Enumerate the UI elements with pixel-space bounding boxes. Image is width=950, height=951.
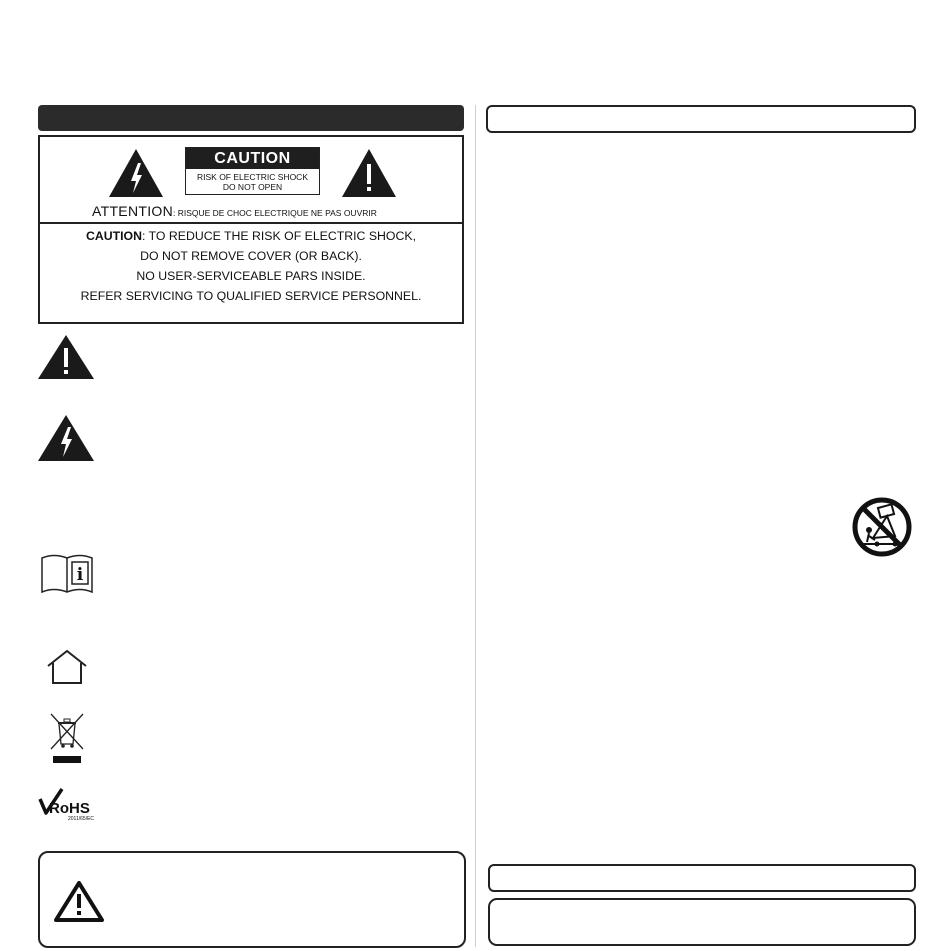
attention-line (92, 203, 377, 221)
read-manual-icon (40, 552, 94, 594)
caution-triangle-icon (53, 879, 105, 923)
indoor-use-icon (45, 649, 89, 685)
section-box-right-3 (488, 898, 916, 946)
no-cart-tipover-icon (851, 496, 913, 558)
exclamation-warning-icon (37, 334, 95, 380)
caution-label-title: CAUTION (186, 148, 319, 169)
caution-panel-top (40, 137, 462, 224)
caution-panel (38, 135, 464, 324)
caution-body (40, 226, 462, 306)
caution-body-line1 (40, 226, 462, 246)
lightning-warning-icon (37, 414, 95, 462)
warning-box (38, 851, 466, 948)
section-header-bar-right-2 (488, 864, 916, 892)
manual-glyph: i (76, 565, 84, 585)
rohs-text: RoHS (49, 800, 90, 817)
lightning-warning-icon (107, 147, 165, 199)
caution-label-line2: DO NOT OPEN (222, 182, 283, 192)
caution-body-line1-text: : TO REDUCE THE RISK OF ELECTRIC SHOCK, (142, 229, 416, 243)
caution-body-bold: CAUTION (85, 229, 142, 243)
caution-body-line2: DO NOT REMOVE COVER (OR BACK). (140, 249, 362, 263)
rohs-sub: 2011/65/EC (68, 816, 95, 821)
section-header-bar-left (38, 105, 464, 131)
column-divider (475, 105, 476, 947)
section-header-bar-right (486, 105, 916, 133)
caution-label (185, 147, 320, 195)
caution-body-line4: REFER SERVICING TO QUALIFIED SERVICE PERSONNEL. (80, 289, 422, 303)
caution-body-line3: NO USER-SERVICEABLE PARS INSIDE. (136, 269, 366, 283)
exclamation-warning-icon (340, 147, 398, 199)
attention-text: : RISQUE DE CHOC ELECTRIQUE NE PAS OUVRIR (173, 208, 377, 218)
attention-word: ATTENTION (92, 203, 173, 219)
weee-bin-icon (48, 711, 86, 766)
caution-label-line1: RISK OF ELECTRIC SHOCK (197, 172, 308, 182)
rohs-icon (38, 787, 100, 821)
